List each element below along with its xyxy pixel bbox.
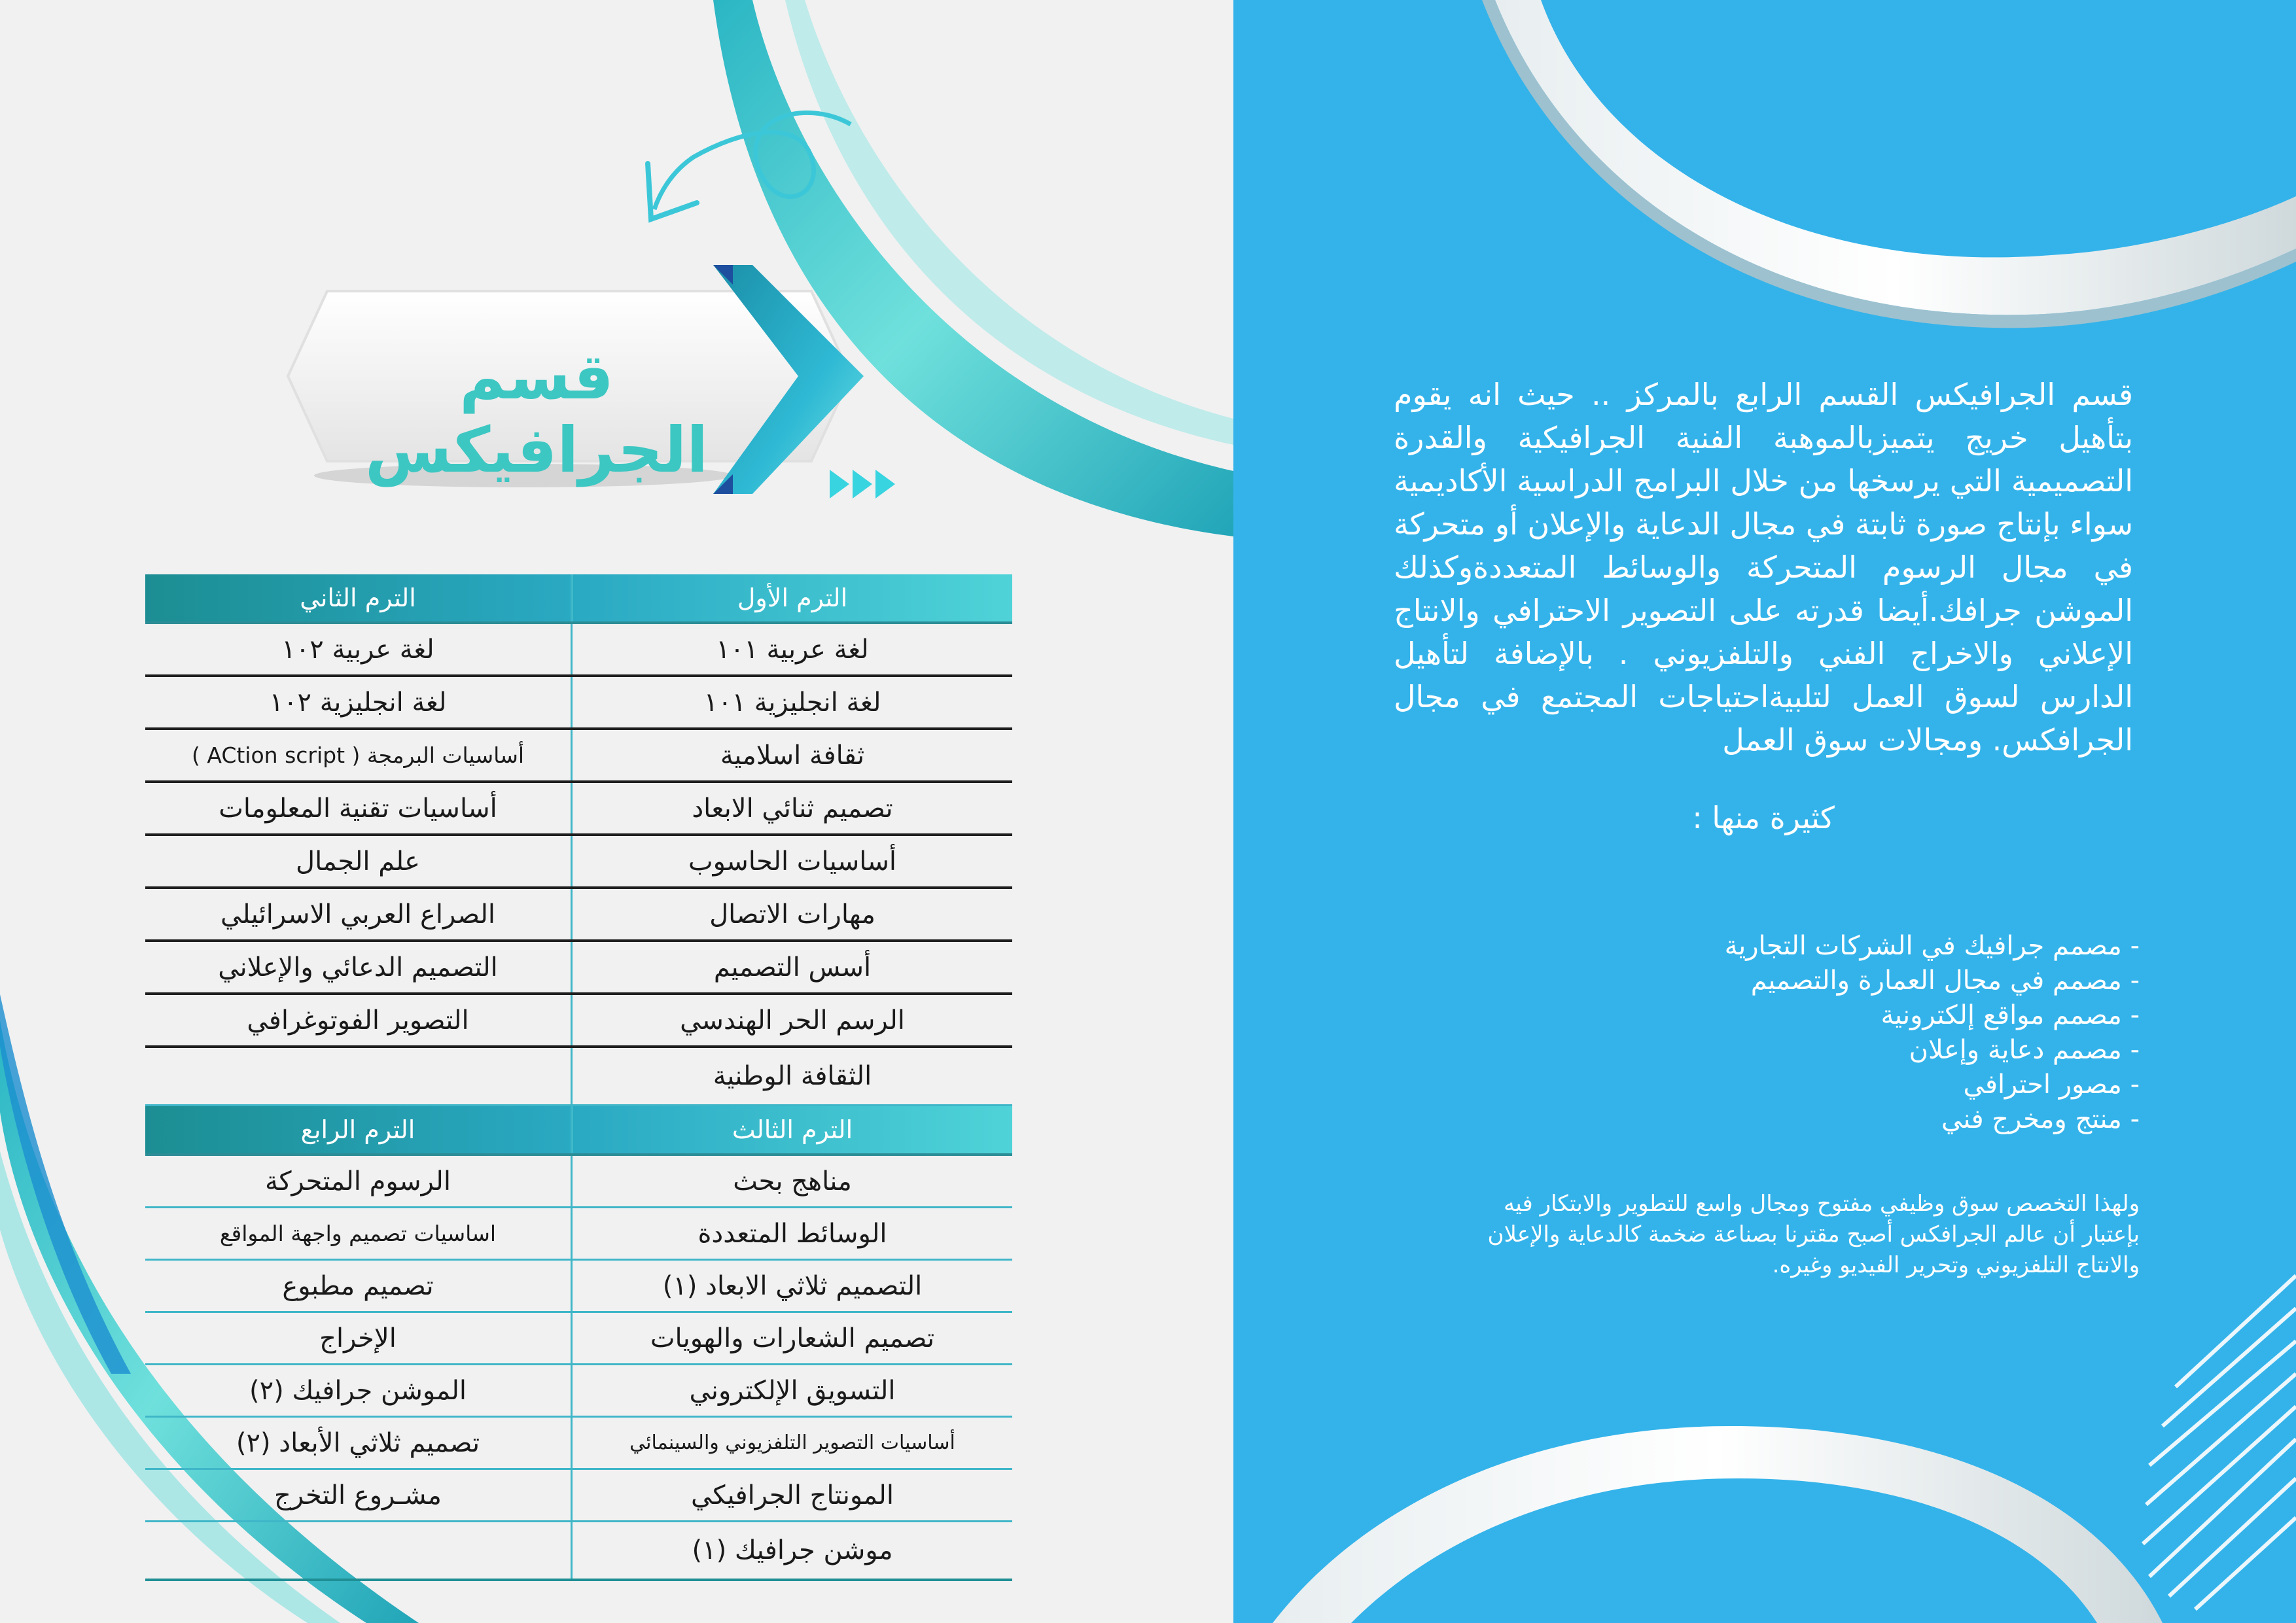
table-cell: مناهج بحث (572, 1155, 1013, 1208)
table-cell: أسس التصميم (572, 941, 1013, 994)
table-cell: التصميم ثلاثي الابعاد (١) (572, 1260, 1013, 1312)
course-table (145, 574, 1012, 1581)
table-cell: لغة انجليزية ١٠٢ (145, 676, 572, 729)
table-row (145, 1208, 1012, 1260)
top-white-swoosh (1495, 0, 2296, 315)
table-row (145, 1260, 1012, 1312)
table-cell: الوسائط المتعددة (572, 1208, 1013, 1260)
table-header-cell: الترم الأول (572, 574, 1013, 623)
table-row (145, 1155, 1012, 1208)
table-header-row (145, 574, 1012, 623)
table-cell: الثقافة الوطنية (572, 1047, 1013, 1106)
table-cell: أساسيات البرمجة ( ACtion script ) (145, 729, 572, 782)
table-header-cell: الترم الثاني (145, 574, 572, 623)
table-cell: التسويق الإلكتروني (572, 1365, 1013, 1417)
table-cell: الرسم الحر الهندسي (572, 994, 1013, 1047)
table-row (145, 1522, 1012, 1580)
list-item: - منتج ومخرج فني (1941, 1104, 2140, 1134)
page-title: قسم الجرافيكس (364, 340, 709, 487)
table-row (145, 1469, 1012, 1522)
table-cell: لغة عربية ١٠٢ (145, 623, 572, 676)
table-row (145, 835, 1012, 888)
intro-paragraph-end: كثيرة منها : (1692, 800, 1835, 835)
table-cell: علم الجمال (145, 835, 572, 888)
table-row (145, 782, 1012, 835)
table-cell (145, 1522, 572, 1580)
table-row (145, 1365, 1012, 1417)
table-cell: أساسيات الحاسوب (572, 835, 1013, 888)
list-item: - مصمم جرافيك في الشركات التجارية (1724, 931, 2140, 961)
table-header-cell: الترم الثالث (572, 1106, 1013, 1155)
table-cell: لغة انجليزية ١٠١ (572, 676, 1013, 729)
table-row (145, 941, 1012, 994)
table-cell: التصميم الدعائي والإعلاني (145, 941, 572, 994)
table-cell: ثقافة اسلامية (572, 729, 1013, 782)
play-arrow-3 (875, 470, 895, 498)
table-cell: مهارات الاتصال (572, 888, 1013, 941)
intro-paragraph: قسم الجرافيكس القسم الرابع بالمركز .. حيث انه يقوم بتأهيل خريج يتميزبالموهبة الفنية الجرافيكية والقدرة التصميمية التي يرسخها من خلال البرامج الدراسية الأكاديمية سواء بإنتاج صورة ثابتة في مجال الدعاية والإعلان أو متحركة في مجال الرسوم المتحركة والوسائط المتعددةوكذلك الموشن جرافك.أيضا قدرته على التصوير الاحترافي والانتاج الإعلاني والاخراج الفني والتلفزيوني . بالإضافة لتأهيل الدارس لسوق العمل لتلبيةاحتياجات المجتمع في مجال الجرافكس. ومجالات سوق العمل (1394, 377, 2133, 758)
table-cell: اساسيات تصميم واجهة المواقع (145, 1208, 572, 1260)
table-cell: الرسوم المتحركة (145, 1155, 572, 1208)
table-row (145, 994, 1012, 1047)
list-item: - مصمم مواقع إلكترونية (1881, 1000, 2140, 1030)
table-cell: الموشن جرافيك (٢) (145, 1365, 572, 1417)
table-cell: أساسيات التصوير التلفزيوني والسينمائي (572, 1417, 1013, 1469)
table-cell: مشـروع التخرج (145, 1469, 572, 1522)
list-item: - مصور احترافي (1963, 1070, 2140, 1100)
curly-arrow-head (648, 164, 697, 219)
table-cell: التصوير الفوتوغرافي (145, 994, 572, 1047)
table-cell: تصميم الشعارات والهويات (572, 1312, 1013, 1365)
table-cell: الصراع العربي الاسرائيلي (145, 888, 572, 941)
table-row (145, 1047, 1012, 1106)
table-cell: المونتاج الجرافيكي (572, 1469, 1013, 1522)
table-row (145, 729, 1012, 782)
table-cell: تصميم ثنائي الابعاد (572, 782, 1013, 835)
outro-paragraph: ولهذا التخصص سوق وظيفي مفتوح ومجال واسع للتطوير والابتكار فيه بإعتبار أن عالم الجرافكس أصبح مقترنا بصناعة ضخمة كالدعاية والإعلان والانتاج التلفزيوني وتحرير الفيديو وغيره. (1487, 1191, 2140, 1278)
list-item: - مصمم في مجال العمارة والتصميم (1750, 966, 2140, 996)
bottom-white-swoosh (1273, 1426, 2163, 1623)
table-row (145, 1417, 1012, 1469)
table-cell (145, 1047, 572, 1106)
table-cell: تصميم ثلاثي الأبعاد (٢) (145, 1417, 572, 1469)
table-cell: تصميم مطبوع (145, 1260, 572, 1312)
table-cell: أساسيات تقنية المعلومات (145, 782, 572, 835)
table-row (145, 888, 1012, 941)
table-header-cell: الترم الرابع (145, 1106, 572, 1155)
table-row (145, 676, 1012, 729)
table-header-row (145, 1106, 1012, 1155)
table-row (145, 1312, 1012, 1365)
list-item: - مصمم دعاية وإعلان (1909, 1035, 2140, 1065)
table-cell: لغة عربية ١٠١ (572, 623, 1013, 676)
table-cell: موشن جرافيك (١) (572, 1522, 1013, 1580)
diagonal-lines-pattern (2143, 1276, 2296, 1609)
table-row (145, 623, 1012, 676)
career-list (1623, 929, 2140, 1137)
table-cell: الإخراج (145, 1312, 572, 1365)
